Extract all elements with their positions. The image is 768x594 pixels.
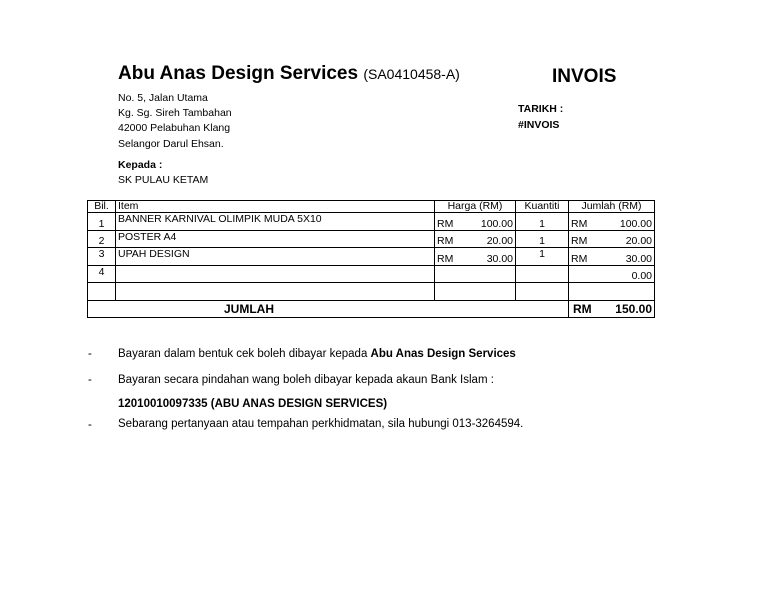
table-row (88, 230, 655, 248)
row-price-currency (435, 265, 467, 283)
recipient-label: Kepada : (118, 159, 163, 171)
row-price-currency: RM (435, 248, 467, 266)
date-label: TARIKH : (518, 103, 564, 115)
total-label: JUMLAH (88, 300, 569, 317)
address-line: 42000 Pelabuhan Klang (118, 122, 231, 135)
payment-cheque-note (118, 348, 516, 360)
address-line: No. 5, Jalan Utama (118, 92, 208, 104)
row-qty: 1 (516, 248, 569, 266)
row-amount: 30.00 (603, 248, 655, 266)
row-amount-currency: RM (569, 248, 603, 266)
address-line: Kg. Sg. Sireh Tambahan (118, 107, 232, 120)
company-name-text: Abu Anas Design Services (118, 63, 359, 84)
row-price-currency: RM (435, 230, 467, 248)
row-price-currency: RM (435, 213, 467, 231)
total-value: 150.00 (603, 300, 655, 317)
row-item: UPAH DESIGN (116, 248, 435, 266)
row-item: POSTER A4 (116, 230, 435, 248)
header-price: Harga (RM) (435, 201, 516, 213)
invoice-number-label: #INVOIS (518, 118, 560, 131)
row-qty (516, 265, 569, 283)
invoice-items-table (87, 200, 655, 318)
table-row (88, 213, 655, 231)
header-qty: Kuantiti (516, 201, 569, 213)
table-header-row (88, 201, 655, 213)
row-item (116, 265, 435, 283)
cheque-note-text: Bayaran dalam bentuk cek boleh dibayar kepada (118, 348, 371, 360)
table-row-empty (88, 283, 655, 301)
invoice-meta (518, 102, 563, 133)
row-qty: 1 (516, 230, 569, 248)
row-price: 30.00 (467, 248, 516, 266)
document-title: INVOIS (552, 66, 617, 87)
company-name (118, 63, 460, 85)
company-address (118, 91, 232, 152)
total-currency: RM (569, 300, 603, 317)
row-no: 4 (88, 265, 116, 283)
row-no: 3 (88, 248, 116, 266)
recipient-name: SK PULAU KETAM (118, 174, 209, 186)
contact-note: Sebarang pertanyaan atau tempahan perkhidmatan, sila hubungi 013-3264594. (118, 418, 524, 430)
header-no: Bil. (88, 201, 116, 213)
row-item: BANNER KARNIVAL OLIMPIK MUDA 5X10 (116, 213, 435, 231)
row-amount-currency (569, 265, 603, 283)
bullet-dash: - (88, 374, 92, 386)
registration-number: (SA0410458-A) (363, 66, 460, 82)
cheque-payee: Abu Anas Design Services (370, 348, 516, 360)
bank-account-number: 12010010097335 (ABU ANAS DESIGN SERVICES) (118, 398, 388, 410)
row-no: 2 (88, 230, 116, 248)
table-row (88, 248, 655, 266)
row-no: 1 (88, 213, 116, 231)
row-amount: 100.00 (603, 213, 655, 231)
row-price (467, 265, 516, 283)
row-price: 100.00 (467, 213, 516, 231)
row-qty: 1 (516, 213, 569, 231)
header-amount: Jumlah (RM) (569, 201, 655, 213)
payment-transfer-note: Bayaran secara pindahan wang boleh dibayar kepada akaun Bank Islam : (118, 374, 494, 386)
table-row (88, 265, 655, 283)
row-amount: 0.00 (603, 265, 655, 283)
row-price: 20.00 (467, 230, 516, 248)
bullet-dash: - (88, 348, 92, 360)
row-amount-currency: RM (569, 213, 603, 231)
header-item: Item (116, 201, 435, 213)
bullet-dash: - (88, 419, 92, 431)
total-row (88, 300, 655, 317)
row-amount: 20.00 (603, 230, 655, 248)
row-amount-currency: RM (569, 230, 603, 248)
address-line: Selangor Darul Ehsan. (118, 137, 224, 150)
